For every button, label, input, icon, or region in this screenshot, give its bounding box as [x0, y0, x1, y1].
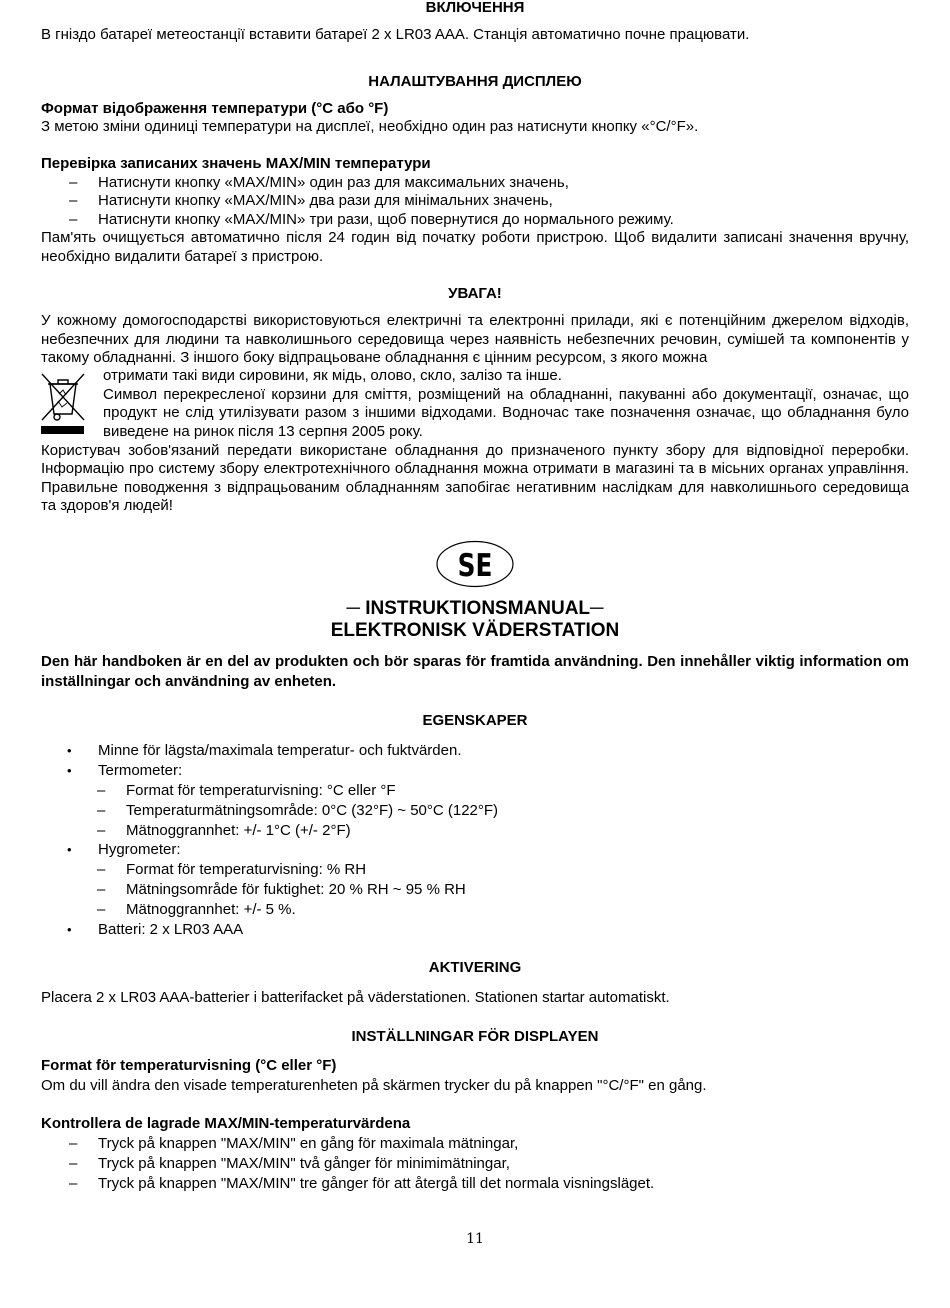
- se-check-item-text: Tryck på knappen "MAX/MIN" tre gånger för att återgå till det normala visningsläget.: [98, 1174, 655, 1192]
- uk-warning-paragraph-3: Символ перекресленої корзини для сміття, розміщений на обладнанні, пакуванні або документації, означає, що продукт не слід утилізувати разом з іншими відходами. Водночас таке позначення означає, що обладнання було виведене на ринок після 13 серпня 2005 року.: [103, 385, 909, 440]
- se-feature-subitem: [41, 801, 909, 821]
- dash-marker: –: [69, 210, 78, 228]
- se-feature-subitem-text: Mätnoggrannhet: +/- 5 %.: [126, 900, 296, 918]
- se-feature-subitem-text: Format för temperaturvisning: % RH: [126, 861, 367, 879]
- se-feature-subitem-text: Format för temperaturvisning: °C eller °F: [126, 782, 396, 800]
- dash-marker: –: [69, 1174, 78, 1192]
- dash-marker: –: [97, 821, 106, 839]
- document-page: [41, 0, 909, 1193]
- crossed-out-wheelie-bin-icon: [41, 368, 103, 442]
- language-badge: [41, 540, 909, 588]
- se-check-item: [41, 1134, 909, 1154]
- se-feature-item: [41, 840, 909, 860]
- se-feature-subitem-text: Mätnoggrannhet: +/- 1°C (+/- 2°F): [126, 821, 351, 839]
- uk-format-heading: Формат відображення температури (°C або °F): [41, 99, 389, 117]
- se-feature-item: [41, 741, 909, 761]
- se-feature-subitem: [41, 781, 909, 801]
- se-check-item: [41, 1174, 909, 1194]
- uk-warning-heading: УВАГА!: [448, 284, 502, 302]
- se-feature-subitem: [41, 880, 909, 900]
- se-check-item-text: Tryck på knappen "MAX/MIN" två gånger för minimimätningar,: [98, 1154, 510, 1172]
- uk-memory-text: Пам'ять очищується автоматично після 24 годин від початку роботи пристрою. Щоб видалити записані значення вручну, необхідно видалити батареї з пристрою.: [41, 229, 909, 265]
- se-display-heading: INSTÄLLNINGAR FÖR DISPLAYEN: [351, 1027, 599, 1045]
- bullet-marker: •: [67, 763, 72, 779]
- dash-marker: –: [97, 900, 106, 918]
- dash-marker: –: [97, 861, 106, 879]
- se-feature-item: [41, 920, 909, 940]
- se-check-item: [41, 1154, 909, 1174]
- se-feature-text: Batteri: 2 x LR03 AAA: [98, 920, 244, 938]
- dash-marker: –: [97, 881, 106, 899]
- se-intro: Den här handboken är en del av produkten och bör sparas för framtida användning. Den innehåller viktig information om inställningar och användning av enheten.: [41, 652, 909, 690]
- uk-activation-text: В гніздо батареї метеостанції вставити батареї 2 х LR03 AAA. Станція автоматично почне працювати.: [41, 25, 750, 43]
- uk-format-text: З метою зміни одиниці температури на дисплеї, необхідно один раз натиснути кнопку «°C/°F».: [41, 118, 699, 136]
- dash-marker: –: [69, 1135, 78, 1152]
- se-features-heading: EGENSKAPER: [422, 711, 528, 729]
- uk-check-item-text: Натиснути кнопку «MAX/MIN» один раз для максимальних значень,: [98, 173, 569, 191]
- uk-warning-paragraph-2: отримати такі види сировини, як мідь, олово, скло, залізо та інше.: [103, 366, 562, 384]
- dash-marker: –: [69, 1154, 78, 1172]
- se-format-heading: Format för temperaturvisning (°C eller °F): [41, 1057, 337, 1075]
- se-feature-text: Hygrometer:: [98, 841, 181, 859]
- se-feature-text: Termometer:: [98, 762, 183, 780]
- se-feature-subitem: [41, 821, 909, 841]
- se-activation-text: Placera 2 x LR03 AAA-batterier i batterifacket på väderstationen. Stationen startar automatiskt.: [41, 989, 670, 1007]
- se-title-line-1: ─ INSTRUKTIONSMANUAL─: [346, 597, 604, 619]
- dash-marker: –: [97, 801, 106, 819]
- se-feature-subitem: [41, 900, 909, 920]
- se-feature-subitem-text: Temperaturmätningsområde: 0°C (32°F) ~ 50°C (122°F): [126, 801, 499, 819]
- se-title-line-2: ELEKTRONISK VÄDERSTATION: [330, 619, 620, 641]
- uk-warning-paragraph-1: У кожному домогосподарстві використовуються електричні та електронні прилади, які є потенційним джерелом відходів, небезпечних для людини та навколишнього середовища через наявність небезпечних речовин, сумішей та компонентів у такому обладнанні. З іншого боку відпрацьоване обладнання є цінним ресурсом, з якого можна: [41, 312, 909, 367]
- language-badge-label: SE: [457, 547, 493, 584]
- uk-activation-heading: ВКЛЮЧЕННЯ: [425, 0, 525, 16]
- dash-marker: –: [69, 173, 78, 191]
- se-check-item-text: Tryck på knappen "MAX/MIN" en gång för maximala mätningar,: [98, 1135, 519, 1152]
- uk-check-item: [41, 192, 909, 211]
- uk-display-heading: НАЛАШТУВАННЯ ДИСПЛЕЮ: [368, 73, 582, 91]
- se-check-heading: Kontrollera de lagrade MAX/MIN-temperaturvärdena: [41, 1115, 411, 1133]
- se-feature-subitem-text: Mätningsområde för fuktighet: 20 % RH ~ 95 % RH: [126, 881, 466, 899]
- uk-check-item: [41, 211, 909, 230]
- weee-block: [41, 368, 909, 442]
- uk-check-item-text: Натиснути кнопку «MAX/MIN» два рази для мінімальних значень,: [98, 192, 553, 210]
- se-feature-item: [41, 761, 909, 781]
- se-features-list: [41, 741, 909, 939]
- dash-marker: –: [97, 782, 106, 800]
- uk-check-item: [41, 174, 909, 193]
- uk-warning-paragraph-4: Користувач зобов'язаний передати використане обладнання до призначеного пункту збору для відповідної переробки. Інформацію про систему збору електротехнічного обладнання можна отримати в магазині та в місьних органах управління. Правильне поводження з відпрацьованим обладнанням запобігає негативним наслідкам для навколишнього середовища та здоров'я людей!: [41, 441, 909, 515]
- bullet-marker: •: [67, 921, 72, 937]
- se-feature-text: Minne för lägsta/maximala temperatur- och fuktvärden.: [98, 742, 462, 760]
- se-activation-heading: AKTIVERING: [428, 959, 522, 977]
- bullet-marker: •: [67, 842, 72, 858]
- uk-check-heading: Перевірка записаних значень MAX/MIN температури: [41, 154, 431, 172]
- page-number: 11: [466, 1231, 484, 1247]
- se-feature-subitem: [41, 860, 909, 880]
- dash-marker: –: [69, 192, 78, 210]
- uk-check-item-text: Натиснути кнопку «MAX/MIN» три рази, щоб повернутися до нормального режиму.: [98, 210, 674, 228]
- se-check-list: [41, 1134, 909, 1193]
- bullet-marker: •: [67, 743, 72, 759]
- se-format-text: Om du vill ändra den visade temperaturenheten på skärmen trycker du på knappen "°C/°F" en gång.: [41, 1076, 707, 1094]
